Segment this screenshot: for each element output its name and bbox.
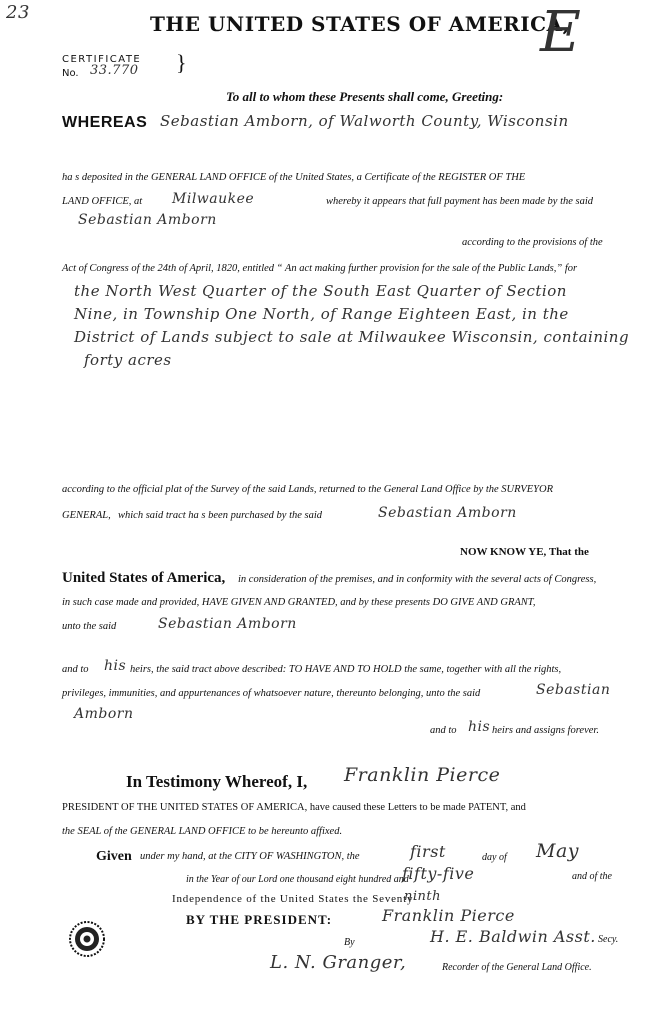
day-of: day of [482, 852, 507, 863]
testimony-label: In Testimony Whereof, I, [126, 772, 308, 791]
land-office-label: LAND OFFICE, at [62, 196, 143, 207]
purchaser-name: Sebastian Amborn [378, 505, 517, 521]
assigns-and-to: and to [430, 725, 457, 736]
year-text: in the Year of our Lord one thousand eight hundred and [186, 874, 409, 885]
deposit-line: ha s deposited in the GENERAL LAND OFFICE of the United States, a Certificate of the REGISTER OF THE [62, 172, 526, 183]
united-states-label: United States of America, [62, 570, 226, 586]
land-description-line: Nine, in Township One North, of Range Eighteen East, in the [74, 305, 569, 323]
month-handwritten: May [536, 840, 580, 862]
habendum-and-to: and to [62, 664, 89, 675]
corner-letter: E [540, 0, 582, 65]
grant-text: in consideration of the premises, and in conformity with the several acts of Congress, [238, 574, 597, 585]
certificate-label: CERTIFICATE [62, 54, 142, 65]
land-description-line: District of Lands subject to sale at Milwaukee Wisconsin, containing [74, 328, 630, 346]
land-description-line: forty acres [84, 351, 172, 369]
president-name: Franklin Pierce [344, 764, 501, 786]
habendum-text: heirs, the said tract above described: TO HAVE AND TO HOLD the same, together with all the rights, [130, 664, 562, 675]
testimony-text: PRESIDENT OF THE UNITED STATES OF AMERICA, have caused these Letters to be made PATENT, and [62, 802, 526, 813]
general-label: GENERAL, [62, 510, 111, 521]
recorder-title: Recorder of the General Land Office. [442, 962, 592, 973]
grantee-name: Sebastian Amborn [158, 616, 297, 632]
independence-text: Independence of the United States the Seventy- [172, 893, 418, 905]
survey-text: according to the official plat of the Survey of the said Lands, returned to the General Land Office by the SURVEYOR [62, 484, 553, 495]
whereas-name: Sebastian Amborn, of Walworth County, Wisconsin [160, 112, 569, 130]
land-description-line: the North West Quarter of the South East Quarter of Section [74, 282, 567, 300]
land-office-location: Milwaukee [172, 191, 255, 207]
habendum-text: privileges, immunities, and appurtenances of whatsoever nature, thereunto belonging, unto the said [62, 688, 481, 699]
unto-label: unto the said [62, 621, 117, 632]
certificate-no-label: No. [62, 68, 79, 79]
ninth-handwritten: ninth [404, 889, 441, 904]
certificate-number: 33.770 [90, 63, 139, 78]
act-text: Act of Congress of the 24th of April, 1820, entitled “ An act making further provision for the sale of the Public Lands,” for [62, 263, 578, 274]
year-handwritten: fifty-five [402, 864, 475, 883]
secretary-signature: H. E. Baldwin Asst. [430, 927, 596, 946]
and-of-the: and of the [572, 871, 612, 882]
now-know-ye: NOW KNOW YE, That the [460, 546, 589, 558]
given-label: Given [96, 849, 132, 864]
whereas-label: WHEREAS [62, 114, 148, 131]
certificate-brace: } [176, 50, 187, 75]
payment-text: whereby it appears that full payment has been made by the said [326, 196, 594, 207]
grantee-name-a: Sebastian [536, 682, 611, 698]
payer-name: Sebastian Amborn [78, 212, 217, 228]
grant-text: in such case made and provided, HAVE GIVEN AND GRANTED, and by these presents DO GIVE AND GRANT, [62, 597, 536, 608]
page-number: 23 [6, 2, 30, 23]
secy-label: Secy. [598, 934, 619, 945]
seal-emblem [68, 920, 106, 958]
assigns-text: heirs and assigns forever. [492, 725, 599, 736]
document-title: THE UNITED STATES OF AMERICA, [150, 12, 571, 36]
habendum-his: his [104, 658, 127, 674]
provisions-text: according to the provisions of the [462, 237, 603, 248]
recorder-signature: L. N. Granger, [270, 952, 407, 973]
by-label: By [344, 937, 355, 948]
by-the-president: BY THE PRESIDENT: [186, 912, 333, 927]
purchased-text: which said tract ha s been purchased by the said [118, 510, 323, 521]
president-signature: Franklin Pierce [382, 906, 515, 925]
grantee-name-b: Amborn [74, 706, 134, 722]
day-handwritten: first [410, 842, 446, 861]
given-text: under my hand, at the CITY OF WASHINGTON, the [140, 851, 360, 862]
testimony-text: the SEAL of the GENERAL LAND OFFICE to be hereunto affixed. [62, 826, 343, 837]
assigns-his: his [468, 719, 491, 735]
greeting: To all to whom these Presents shall come, Greeting: [226, 89, 504, 104]
